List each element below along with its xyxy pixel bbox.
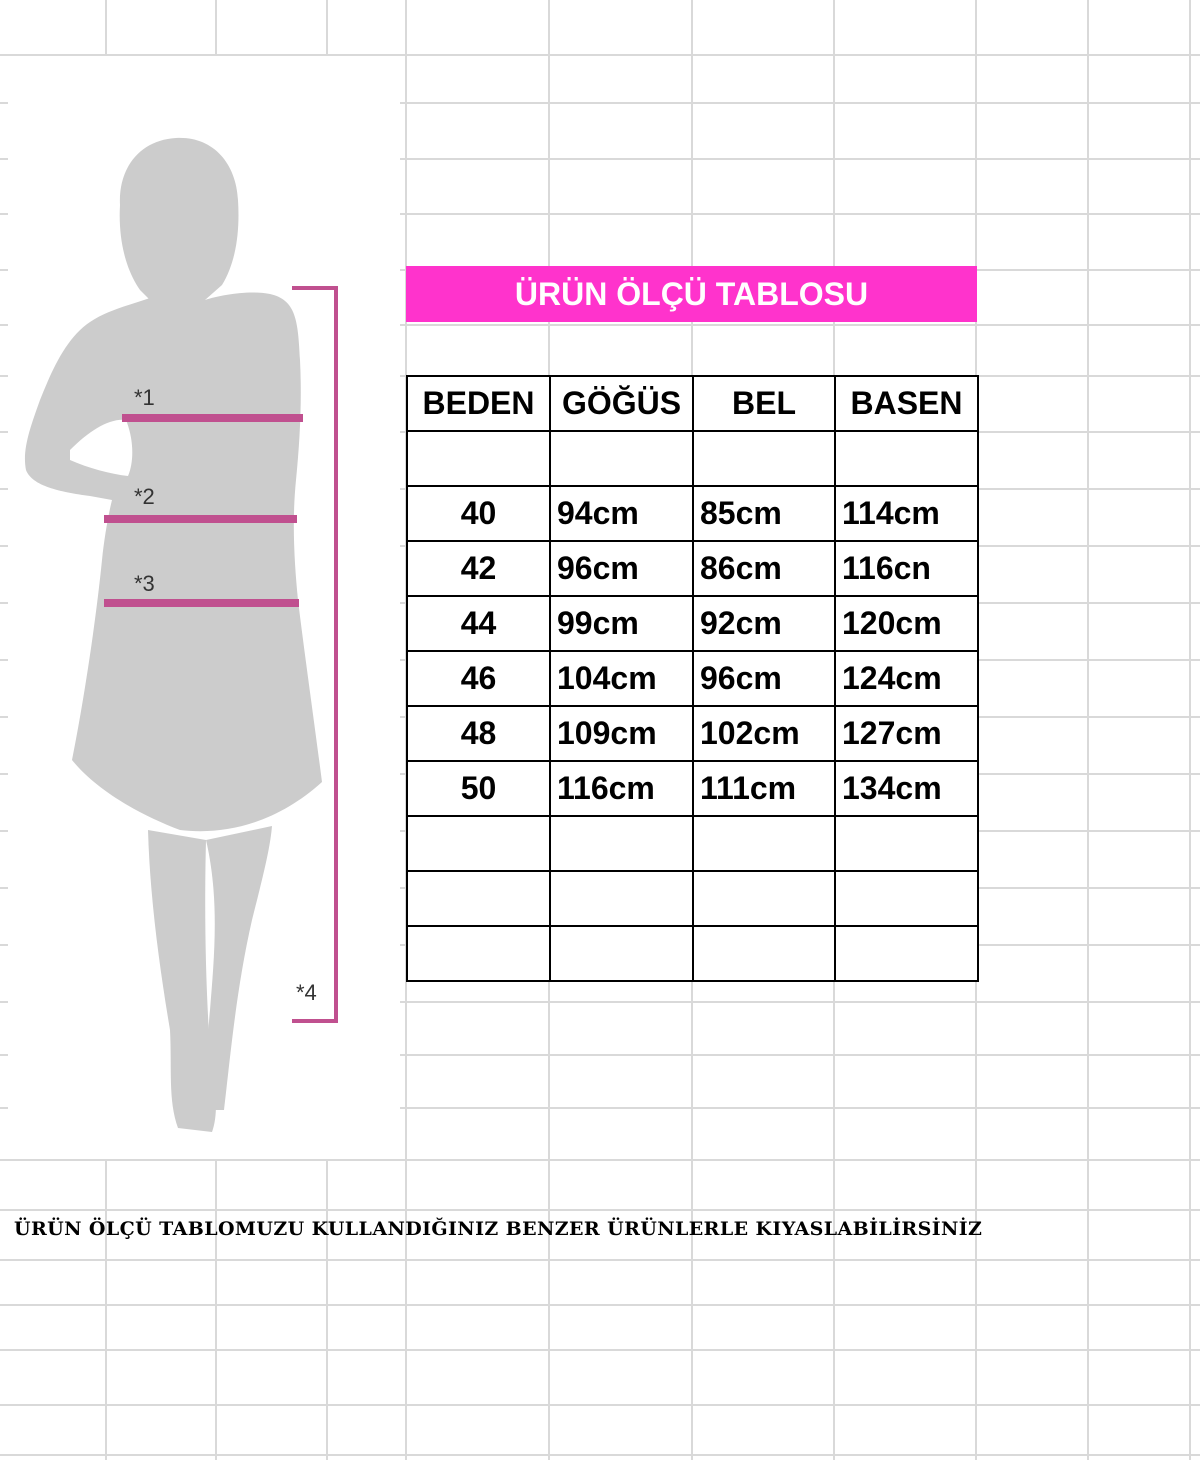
table-row	[407, 926, 978, 981]
header-bel: BEL	[693, 376, 835, 431]
cell-hip: 114cm	[835, 486, 978, 541]
marker-2: *2	[134, 484, 155, 509]
table-row	[407, 761, 978, 816]
cell-waist	[693, 871, 835, 926]
cell-chest: 94cm	[550, 486, 693, 541]
cell-size: 50	[407, 761, 550, 816]
table-header-row	[407, 376, 978, 431]
cell-size	[407, 816, 550, 871]
cell-chest: 109cm	[550, 706, 693, 761]
table-row	[407, 706, 978, 761]
size-table	[406, 375, 979, 982]
head-shape	[120, 138, 239, 300]
marker-3: *3	[134, 571, 155, 596]
cell-size: 48	[407, 706, 550, 761]
leg-right-shape	[206, 826, 272, 1110]
cell-chest	[550, 816, 693, 871]
marker-4: *4	[296, 980, 317, 1005]
cell-waist: 86cm	[693, 541, 835, 596]
cell-size: 40	[407, 486, 550, 541]
body-silhouette-figure	[0, 0, 400, 1160]
table-row	[407, 486, 978, 541]
cell-chest	[550, 431, 693, 486]
cell-size: 44	[407, 596, 550, 651]
table-row	[407, 871, 978, 926]
table-row	[407, 541, 978, 596]
cell-waist: 111cm	[693, 761, 835, 816]
table-row	[407, 651, 978, 706]
cell-chest	[550, 871, 693, 926]
cell-hip	[835, 431, 978, 486]
cell-waist	[693, 431, 835, 486]
cell-chest: 116cm	[550, 761, 693, 816]
cell-chest: 104cm	[550, 651, 693, 706]
cell-hip: 124cm	[835, 651, 978, 706]
cell-hip: 134cm	[835, 761, 978, 816]
cell-waist	[693, 926, 835, 981]
cell-waist: 92cm	[693, 596, 835, 651]
cell-size	[407, 871, 550, 926]
cell-size: 46	[407, 651, 550, 706]
cell-waist: 102cm	[693, 706, 835, 761]
comparison-note: ÜRÜN ÖLÇÜ TABLOMUZU KULLANDIĞINIZ BENZER ÜRÜNLERLE KIYASLABİLİRSİNİZ	[14, 1218, 983, 1240]
cell-chest	[550, 926, 693, 981]
cell-hip	[835, 926, 978, 981]
leg-left-shape	[148, 830, 216, 1132]
cell-size: 42	[407, 541, 550, 596]
cell-size	[407, 431, 550, 486]
dress-shape	[25, 293, 322, 832]
marker-1: *1	[134, 385, 155, 410]
header-beden: BEDEN	[407, 376, 550, 431]
size-chart-title: ÜRÜN ÖLÇÜ TABLOSU	[406, 266, 977, 322]
cell-hip	[835, 871, 978, 926]
cell-hip: 116cn	[835, 541, 978, 596]
table-row	[407, 596, 978, 651]
cell-hip: 120cm	[835, 596, 978, 651]
cell-waist: 85cm	[693, 486, 835, 541]
header-basen: BASEN	[835, 376, 978, 431]
cell-chest: 99cm	[550, 596, 693, 651]
table-row	[407, 431, 978, 486]
cell-hip	[835, 816, 978, 871]
cell-size	[407, 926, 550, 981]
header-gogus: GÖĞÜS	[550, 376, 693, 431]
table-row	[407, 816, 978, 871]
cell-waist: 96cm	[693, 651, 835, 706]
cell-chest: 96cm	[550, 541, 693, 596]
cell-hip: 127cm	[835, 706, 978, 761]
cell-waist	[693, 816, 835, 871]
